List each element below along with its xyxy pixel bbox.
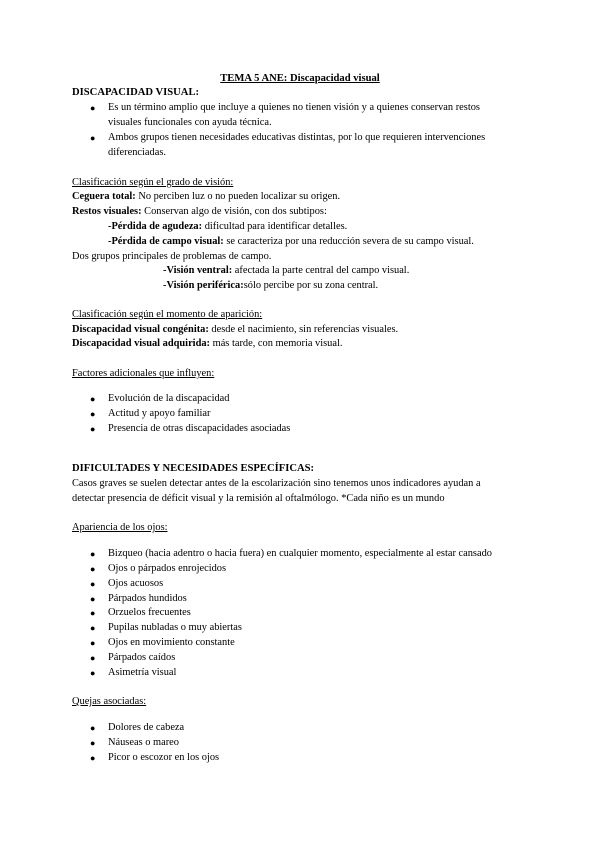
subheading-factores: Factores adicionales que influyen: [72, 368, 215, 379]
subheading-quejas: Quejas asociadas: [72, 696, 147, 707]
term-label: Ceguera total: [72, 191, 136, 202]
list-item: Ojos o párpados enrojecidos [108, 563, 227, 574]
ceguera-line [72, 191, 340, 203]
campo-line [108, 236, 474, 248]
bullet-icon: ● [90, 133, 96, 143]
bullet-icon: ● [90, 424, 96, 434]
page-title: TEMA 5 ANE: Discapacidad visual [220, 73, 380, 84]
section-heading-discapacidad: DISCAPACIDAD VISUAL: [72, 87, 200, 98]
bullet-icon: ● [90, 638, 96, 648]
list-item: Ojos acuosos [108, 578, 164, 589]
term-text: No perciben luz o no pueden localizar su origen. [135, 191, 341, 202]
paragraph-line: Casos graves se suelen detectar antes de la escolarización sino tenemos unos indicadores ayudan a [72, 478, 481, 489]
congenita-line [72, 324, 398, 336]
bullet-icon: ● [90, 103, 96, 113]
bullet-icon: ● [90, 564, 96, 574]
bullet-icon: ● [90, 549, 96, 559]
term-label: -Visión periférica: [163, 280, 244, 291]
adquirida-line [72, 338, 342, 350]
list-item: Bizqueo (hacia adentro o hacia fuera) en cualquier momento, especialmente al estar cansado [108, 548, 492, 559]
subheading-grado: Clasificación según el grado de visión: [72, 177, 234, 188]
list-item: Orzuelos frecuentes [108, 607, 191, 618]
list-item: Picor o escozor en los ojos [108, 752, 220, 763]
term-label: Discapacidad visual adquirida: [72, 338, 211, 349]
bullet-icon: ● [90, 623, 96, 633]
periferica-line [163, 280, 378, 292]
bullet-icon: ● [90, 653, 96, 663]
subheading-aparicion: Clasificación según el momento de aparición: [72, 309, 263, 320]
list-item: Evolución de la discapacidad [108, 393, 230, 404]
list-item: Párpados caídos [108, 652, 176, 663]
ventral-line [163, 265, 409, 277]
term-label: -Pérdida de agudeza: [108, 221, 203, 232]
term-label: -Pérdida de campo visual: [108, 236, 224, 247]
bullet-icon: ● [90, 608, 96, 618]
list-item: Ojos en movimiento constante [108, 637, 235, 648]
bullet-icon: ● [90, 738, 96, 748]
bullet-icon: ● [90, 394, 96, 404]
bullet-icon: ● [90, 753, 96, 763]
bullet-icon: ● [90, 594, 96, 604]
bullet-text: diferenciadas. [108, 147, 166, 158]
bullet-text: visuales funcionales con ayuda técnica. [108, 117, 272, 128]
bullet-icon: ● [90, 723, 96, 733]
bullet-icon: ● [90, 409, 96, 419]
list-item: Actitud y apoyo familiar [108, 408, 211, 419]
restos-line [72, 206, 327, 218]
agudeza-line [108, 221, 347, 233]
section-heading-dificultades: DIFICULTADES Y NECESIDADES ESPECÍFICAS: [72, 463, 315, 474]
subheading-apariencia: Apariencia de los ojos: [72, 522, 168, 533]
term-label: Restos visuales: [72, 206, 142, 217]
bullet-text: Ambos grupos tienen necesidades educativas distintas, por lo que requieren intervenciones [108, 132, 486, 143]
list-item: Náuseas o mareo [108, 737, 179, 748]
term-text: sólo percibe por su zona central. [243, 280, 379, 291]
bullet-icon: ● [90, 579, 96, 589]
list-item: Pupilas nubladas o muy abiertas [108, 622, 242, 633]
term-label: -Visión ventral: [163, 265, 233, 276]
list-item: Párpados hundidos [108, 593, 187, 604]
paragraph-line: detectar presencia de déficit visual y la remisión al oftalmólogo. *Cada niño es un mundo [72, 493, 445, 504]
dos-grupos-line: Dos grupos principales de problemas de campo. [72, 251, 272, 262]
term-text: desde el nacimiento, sin referencias visuales. [208, 324, 399, 335]
term-label: Discapacidad visual congénita: [72, 324, 209, 335]
bullet-icon: ● [90, 668, 96, 678]
term-text: Conservan algo de visión, con dos subtipos: [141, 206, 327, 217]
list-item: Presencia de otras discapacidades asociadas [108, 423, 291, 434]
term-text: afectada la parte central del campo visual. [232, 265, 410, 276]
list-item: Asimetría visual [108, 667, 177, 678]
list-item: Dolores de cabeza [108, 722, 185, 733]
term-text: dificultad para identificar detalles. [202, 221, 348, 232]
bullet-text: Es un término amplio que incluye a quienes no tienen visión y a quienes conservan restos [108, 102, 480, 113]
term-text: se caracteriza por una reducción severa de su campo visual. [223, 236, 474, 247]
term-text: más tarde, con memoria visual. [210, 338, 343, 349]
